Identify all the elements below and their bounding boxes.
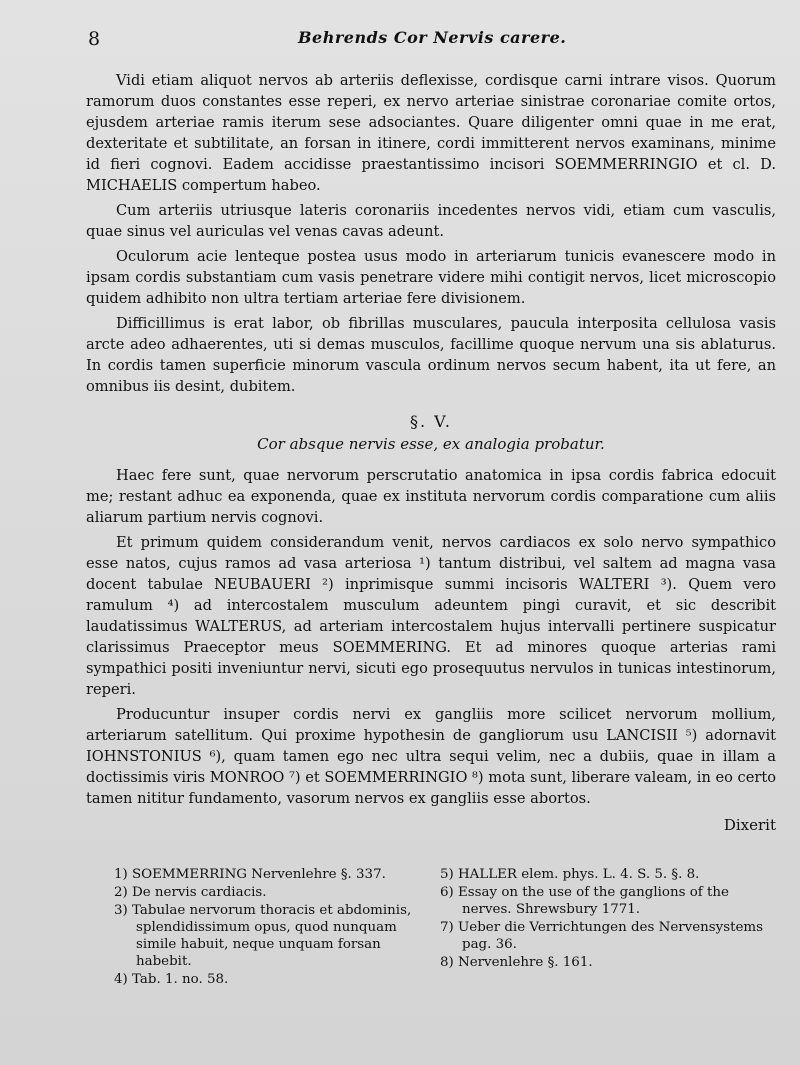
paragraph: Vidi etiam aliquot nervos ab arteriis deflexisse, cordisque carni intrare visos. Quorum ramorum duos constantes esse reperi, ex nervo arteriae sinistrae coronariae comite ortos, ejusdem arteriae ramis iterum sese adsociantes. Quare diligenter omni quae in me erat, dexteritate et subtilitate, an forsan in itinere, cordi immitterent nervos examinans, minime id fieri cognovi. Eadem accidisse praestantissimo incisori SOEMMERRINGIO et cl. D. MICHAELIS compertum habeo. bbox=[86, 72, 776, 194]
footnote: 2) De nervis cardiacis. bbox=[114, 885, 267, 900]
running-head: Behrends Cor Nervis carere. bbox=[298, 28, 567, 47]
footnote: 7) Ueber die Verrichtungen des Nervensystems pag. 36. bbox=[440, 920, 763, 952]
section-number: §. V. bbox=[409, 412, 452, 431]
section-title: Cor absque nervis esse, ex analogia probatur. bbox=[257, 435, 605, 453]
catchword: Dixerit bbox=[723, 816, 776, 834]
footnotes-right-column bbox=[440, 866, 766, 989]
paragraph: Haec fere sunt, quae nervorum perscrutatio anatomica in ipsa cordis fabrica edocuit me; restant adhuc ea exponenda, quae ex instituta nervorum cordis comparatione cum aliis aliarum partium nervis cognovi. bbox=[86, 467, 776, 526]
paragraph: Et primum quidem considerandum venit, nervos cardiacos ex solo nervo sympathico esse natos, cujus ramos ad vasa arteriosa ¹) tantum distribui, vel saltem ad magna vasa docent tabulae NEUBAUERI ²) inprimisque summi incisoris WALTERI ³). Quem vero ramulum ⁴) ad intercostalem musculum adeuntem pingi curavit, et sic describit laudatissimus WALTERUS, ad arteriam intercostalem hujus intervalli pertinere suspicatur clarissimus Praeceptor meus SOEMMERING. Et ad minores quoque arterias rami sympathici positi inveniuntur nervi, sicuti ego prosequutus nervulos in tunicas intestinorum, reperi. bbox=[86, 534, 776, 698]
paragraph: Oculorum acie lenteque postea usus modo in arteriarum tunicis evanescere modo in ipsam cordis substantiam cum vasis penetrare videre mihi contigit nervos, licet microscopio quidem adhibito non ultra tertiam arteriae fere divisionem. bbox=[86, 248, 776, 307]
footnote: 3) Tabulae nervorum thoracis et abdominis, splendidissimum opus, quod nunquam simile habuit, neque unquam forsan habebit. bbox=[114, 903, 412, 969]
paragraph: Cum arteriis utriusque lateris coronariis incedentes nervos vidi, etiam cum vasculis, quae sinus vel auriculas vel venas cavas adeunt. bbox=[86, 202, 776, 240]
footnote: 1) SOEMMERRING Nervenlehre §. 337. bbox=[114, 867, 386, 882]
footnote: 8) Nervenlehre §. 161. bbox=[440, 955, 593, 970]
page-number: 8 bbox=[88, 28, 101, 50]
page-header bbox=[88, 28, 760, 58]
body-text bbox=[86, 70, 776, 836]
footnotes bbox=[114, 866, 766, 989]
footnote: 4) Tab. 1. no. 58. bbox=[114, 972, 229, 987]
footnote: 6) Essay on the use of the ganglions of the nerves. Shrewsbury 1771. bbox=[440, 885, 729, 917]
paragraph: Difficillimus is erat labor, ob fibrillas musculares, paucula interposita cellulosa vasis arcte adeo adhaerentes, uti si demas musculos, facillime quoque nervum una sis ablaturus. In cordis tamen superficie minorum vascula ordinum nervos secum habent, ita ut fere, an omnibus iis desint, dubitem. bbox=[86, 315, 776, 395]
paragraph: Producuntur insuper cordis nervi ex gangliis more scilicet nervorum mollium, arteriarum satellitum. Qui proxime hypothesin de gangliorum usu LANCISII ⁵) adornavit IOHNSTONIUS ⁶), quam tamen ego nec ultra sequi velim, nec a dubiis, quae in illam a doctissimis viris MONROO ⁷) et SOEMMERRINGIO ⁸) mota sunt, liberare valeam, in eo certo tamen nititur fundamento, vasorum nervos ex gangliis esse abortos. bbox=[86, 706, 776, 807]
footnotes-left-column bbox=[114, 866, 420, 989]
footnote: 5) HALLER elem. phys. L. 4. S. 5. §. 8. bbox=[440, 867, 700, 882]
